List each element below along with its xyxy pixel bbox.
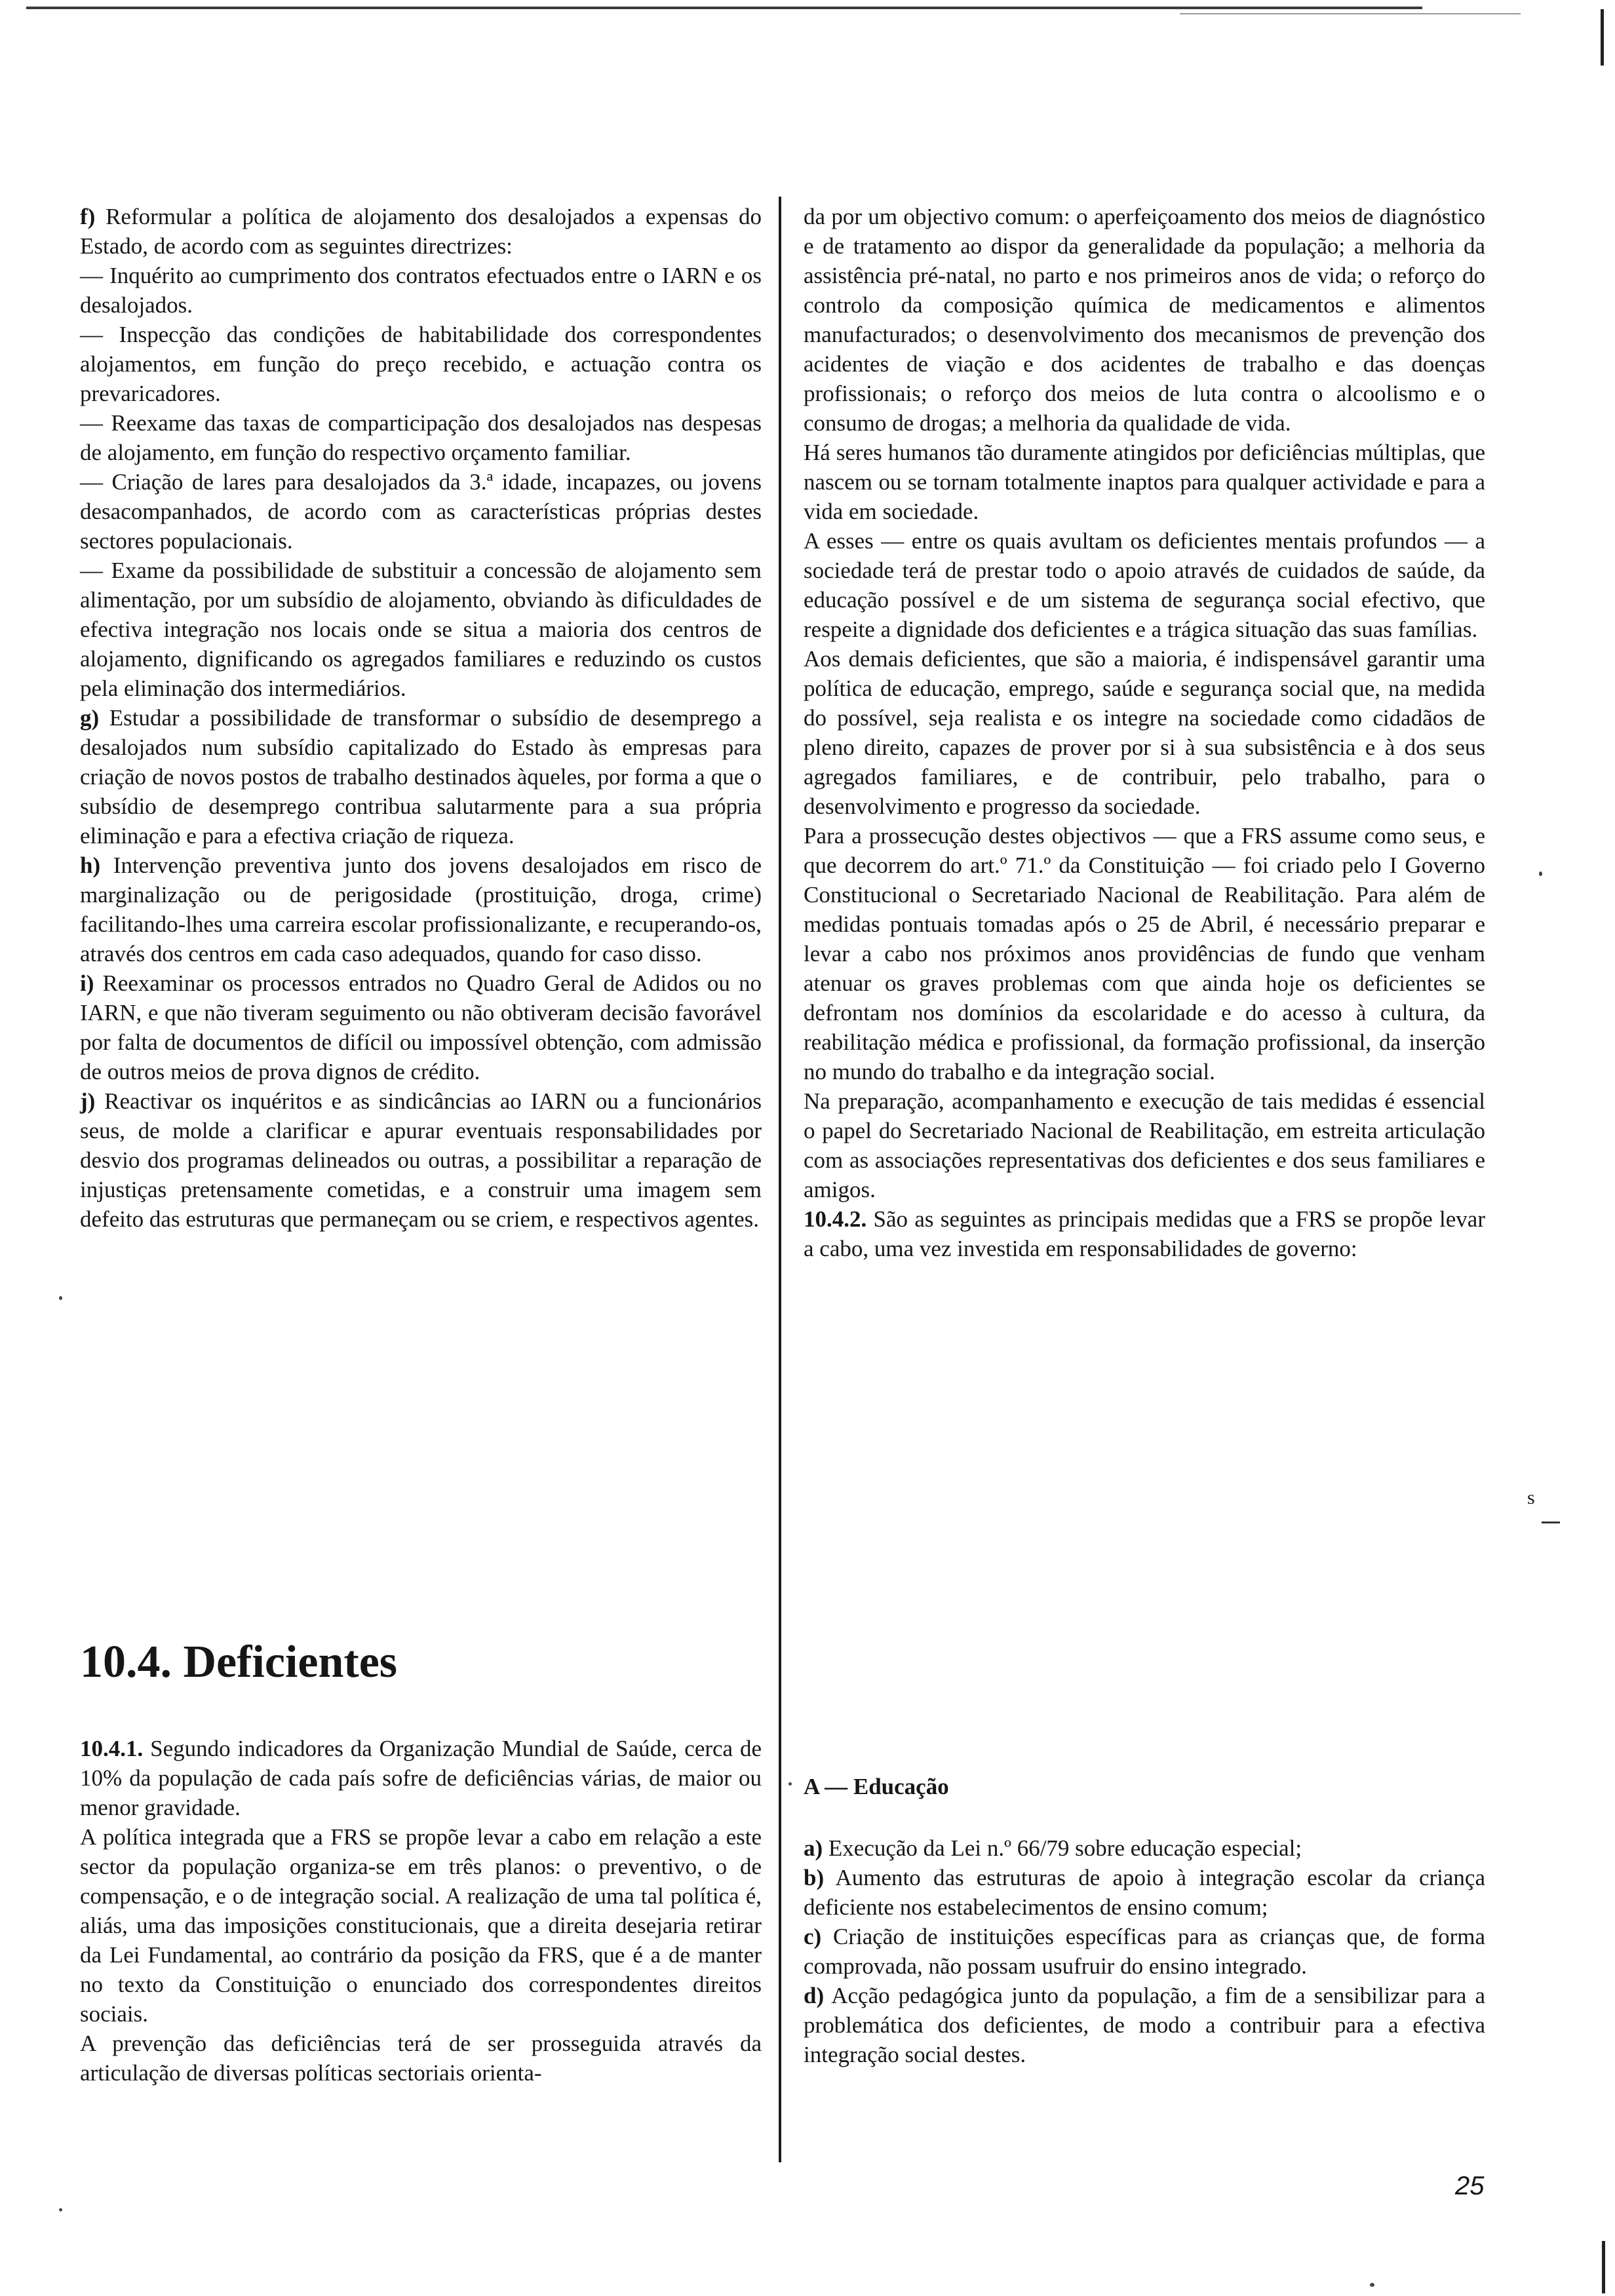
- paragraph: [804, 1922, 1485, 1981]
- paragraph-text: — Inquérito ao cumprimento dos contratos efectuados entre o IARN e os desalojados.: [80, 263, 762, 318]
- left-column-continued: [80, 1734, 762, 2088]
- left-column: [80, 202, 762, 1234]
- paragraph-label: i): [80, 970, 94, 996]
- paragraph: [80, 320, 762, 408]
- speck: [59, 1296, 62, 1300]
- paragraph-text: — Inspecção das condições de habitabilidade dos correspondentes alojamentos, em função do preço recebido, e actuação contra os prevaricadores.: [80, 322, 762, 406]
- paragraph-text: Reformular a política de alojamento dos desalojados a expensas do Estado, de acordo com as seguintes directrizes:: [80, 204, 762, 259]
- paragraph-text: Reexaminar os processos entrados no Quadro Geral de Adidos ou no IARN, e que não tiveram seguimento ou não obtiveram decisão favorável por falta de documentos de difícil ou impossível obtenção, com admissão de outros meios de prova dignos de crédito.: [80, 970, 762, 1084]
- paragraph-text: Segundo indicadores da Organização Mundial de Saúde, cerca de 10% da população de cada país sofre de deficiências várias, de maior ou menor gravidade.: [80, 1736, 762, 1820]
- paragraph: [80, 2029, 762, 2088]
- paragraph-label: f): [80, 204, 96, 229]
- page-number: 25: [1455, 2172, 1485, 2200]
- paragraph: [80, 408, 762, 467]
- paragraph: [80, 1734, 762, 1822]
- top-rule: [26, 7, 1422, 9]
- paragraph-label: 10.4.1.: [80, 1736, 144, 1761]
- paragraph-label: d): [804, 1983, 825, 2008]
- paragraph-text: Há seres humanos tão duramente atingidos por deficiências múltiplas, que nascem ou se tornam totalmente inaptos para qualquer actividade e para a vida em sociedade.: [804, 440, 1485, 524]
- paragraph-label: a): [804, 1835, 823, 1861]
- paragraph: [80, 703, 762, 851]
- paragraph-text: Intervenção preventiva junto dos jovens desalojados em risco de marginalização ou de perigosidade (prostituição, droga, crime) facilitando-lhes uma carreira escolar profissionalizante, e recuperando-os, através dos centros em cada caso adequados, quando for caso disso.: [80, 852, 762, 966]
- paragraph-text: Na preparação, acompanhamento e execução de tais medidas é essencial o papel do Secretariado Nacional de Reabilitação, em estreita articulação com as associações representativas dos deficientes e dos seus familiares e amigos.: [804, 1088, 1485, 1202]
- margin-mark-line: [1542, 1521, 1560, 1523]
- speck: [1370, 2283, 1374, 2287]
- paragraph: [80, 467, 762, 556]
- paragraph-text: São as seguintes as principais medidas que a FRS se propõe levar a cabo, uma vez investida em responsabilidades de governo:: [804, 1206, 1485, 1261]
- paragraph-text: Criação de instituições específicas para as crianças que, de forma comprovada, não possam usufruir do ensino integrado.: [804, 1924, 1485, 1979]
- paragraph-label: 10.4.2.: [804, 1206, 867, 1232]
- paragraph: [80, 851, 762, 968]
- paragraph-text: A política integrada que a FRS se propõe levar a cabo em relação a este sector da população organiza-se em três planos: o preventivo, o de compensação, e o de integração social. A realização de uma tal política é, aliás, uma das imposições constitucionais, que a direita desejaria retirar da Lei Fundamental, ao contrário da posição da FRS, que é a de manter no texto da Constituição o enunciado dos correspondentes direitos sociais.: [80, 1824, 762, 2027]
- paragraph: [80, 968, 762, 1086]
- paragraph: [804, 1086, 1485, 1204]
- column-divider: [779, 197, 781, 2162]
- paragraph-text: Acção pedagógica junto da população, a fim de a sensibilizar para a problemática dos deficientes, de modo a contribuir para a efectiva integração social destes.: [804, 1983, 1485, 2067]
- paragraph-text: da por um objectivo comum: o aperfeiçoamento dos meios de diagnóstico e de tratamento ao dispor da generalidade da população; a melhoria da assistência pré-natal, no parto e nos primeiros anos de vida; o reforço do controlo da composição química de medicamentos e alimentos manufacturados; o desenvolvimento dos mecanismos de prevenção dos acidentes de viação e dos acidentes de trabalho e das doenças profissionais; o reforço dos meios de luta contra o alcoolismo e o consumo de drogas; a melhoria da qualidade de vida.: [804, 204, 1485, 436]
- paragraph: [804, 821, 1485, 1086]
- paragraph: [804, 1833, 1485, 1863]
- paragraph: [80, 202, 762, 261]
- paragraph: [80, 1822, 762, 2029]
- paragraph-text: A prevenção das deficiências terá de ser prosseguida através da articulação de diversas políticas sectoriais orienta-: [80, 2031, 762, 2086]
- paragraph-text: Estudar a possibilidade de transformar o subsídio de desemprego a desalojados num subsídio capitalizado do Estado às empresas para criação de novos postos de trabalho destinados àqueles, por forma a que o subsídio de desemprego contribua salutarmente para a sua própria eliminação e para a efectiva criação de riqueza.: [80, 705, 762, 849]
- paragraph: [804, 1204, 1485, 1263]
- edge-mark: [1601, 9, 1604, 66]
- paragraph: [80, 1086, 762, 1234]
- edge-mark: [1602, 2241, 1605, 2293]
- paragraph-text: — Reexame das taxas de comparticipação dos desalojados nas despesas de alojamento, em função do respectivo orçamento familiar.: [80, 410, 762, 465]
- paragraph: [804, 526, 1485, 644]
- paragraph-label: c): [804, 1924, 822, 1949]
- paragraph-text: Reactivar os inquéritos e as sindicâncias ao IARN ou a funcionários seus, de molde a clarificar e apurar eventuais responsabilidades por desvio dos programas delineados ou outras, a possibilitar a reparação de injustiças pretensamente cometidas, e a construir uma imagem sem defeito das estruturas que permaneçam ou se criem, e respectivos agentes.: [80, 1088, 762, 1232]
- speck: [59, 2208, 62, 2211]
- subsection-title: A — Educação: [804, 1774, 949, 1799]
- paragraph-text: A esses — entre os quais avultam os deficientes mentais profundos — a sociedade terá de prestar todo o apoio através de cuidados de saúde, da educação possível e de um sistema de segurança social efectivo, que respeite a dignidade dos deficientes e a trágica situação das suas famílias.: [804, 528, 1485, 642]
- paragraph-text: — Criação de lares para desalojados da 3.ª idade, incapazes, ou jovens desacompanhados, de acordo com as características próprias destes sectores populacionais.: [80, 469, 762, 554]
- paragraph: [804, 202, 1485, 438]
- section-title: 10.4. Deficientes: [80, 1637, 398, 1687]
- paragraph-text: Execução da Lei n.º 66/79 sobre educação especial;: [828, 1835, 1302, 1861]
- speck: [788, 1782, 792, 1786]
- paragraph-text: Para a prossecução destes objectivos — que a FRS assume como seus, e que decorrem do art.º 71.º da Constituição — foi criado pelo I Governo Constitucional o Secretariado Nacional de Reabilitação. Para além de medidas pontuais tomadas após o 25 de Abril, é necessário preparar e levar a cabo nos próximos anos providências de fundo que venham atenuar os graves problemas com que ainda hoje os deficientes se defrontam nos domínios da escolaridade e do acesso à cultura, da reabilitação médica e profissional, da formação profissional, da inserção no mundo do trabalho e da integração social.: [804, 823, 1485, 1084]
- paragraph-label: j): [80, 1088, 96, 1114]
- paragraph-label: h): [80, 852, 101, 878]
- paragraph: [804, 438, 1485, 526]
- paragraph: [80, 556, 762, 703]
- paragraph-label: b): [804, 1865, 825, 1890]
- right-column: [804, 202, 1485, 1263]
- paragraph: [804, 644, 1485, 821]
- paragraph-text: Aumento das estruturas de apoio à integração escolar da criança deficiente nos estabelecimentos de ensino comum;: [804, 1865, 1485, 1920]
- paragraph-text: — Exame da possibilidade de substituir a concessão de alojamento sem alimentação, por um subsídio de alojamento, obviando às dificuldades de efectiva integração nos locais onde se situa a maioria dos centros de alojamento, dignificando os agregados familiares e reduzindo os custos pela eliminação dos intermediários.: [80, 558, 762, 701]
- right-column-continued: [804, 1833, 1485, 2069]
- paragraph-label: g): [80, 705, 100, 731]
- paragraph-text: Aos demais deficientes, que são a maioria, é indispensável garantir uma política de educação, emprego, saúde e segurança social que, na medida do possível, seja realista e os integre na sociedade como cidadãos de pleno direito, capazes de prover por si à sua subsistência e à dos seus agregados familiares, e de contribuir, pelo trabalho, para o desenvolvimento e progresso da sociedade.: [804, 646, 1485, 819]
- top-rule-thin: [1180, 13, 1521, 14]
- paragraph: [804, 1981, 1485, 2069]
- speck: [1539, 871, 1542, 876]
- paragraph: [80, 261, 762, 320]
- paragraph: [804, 1863, 1485, 1922]
- margin-mark: s: [1527, 1487, 1535, 1508]
